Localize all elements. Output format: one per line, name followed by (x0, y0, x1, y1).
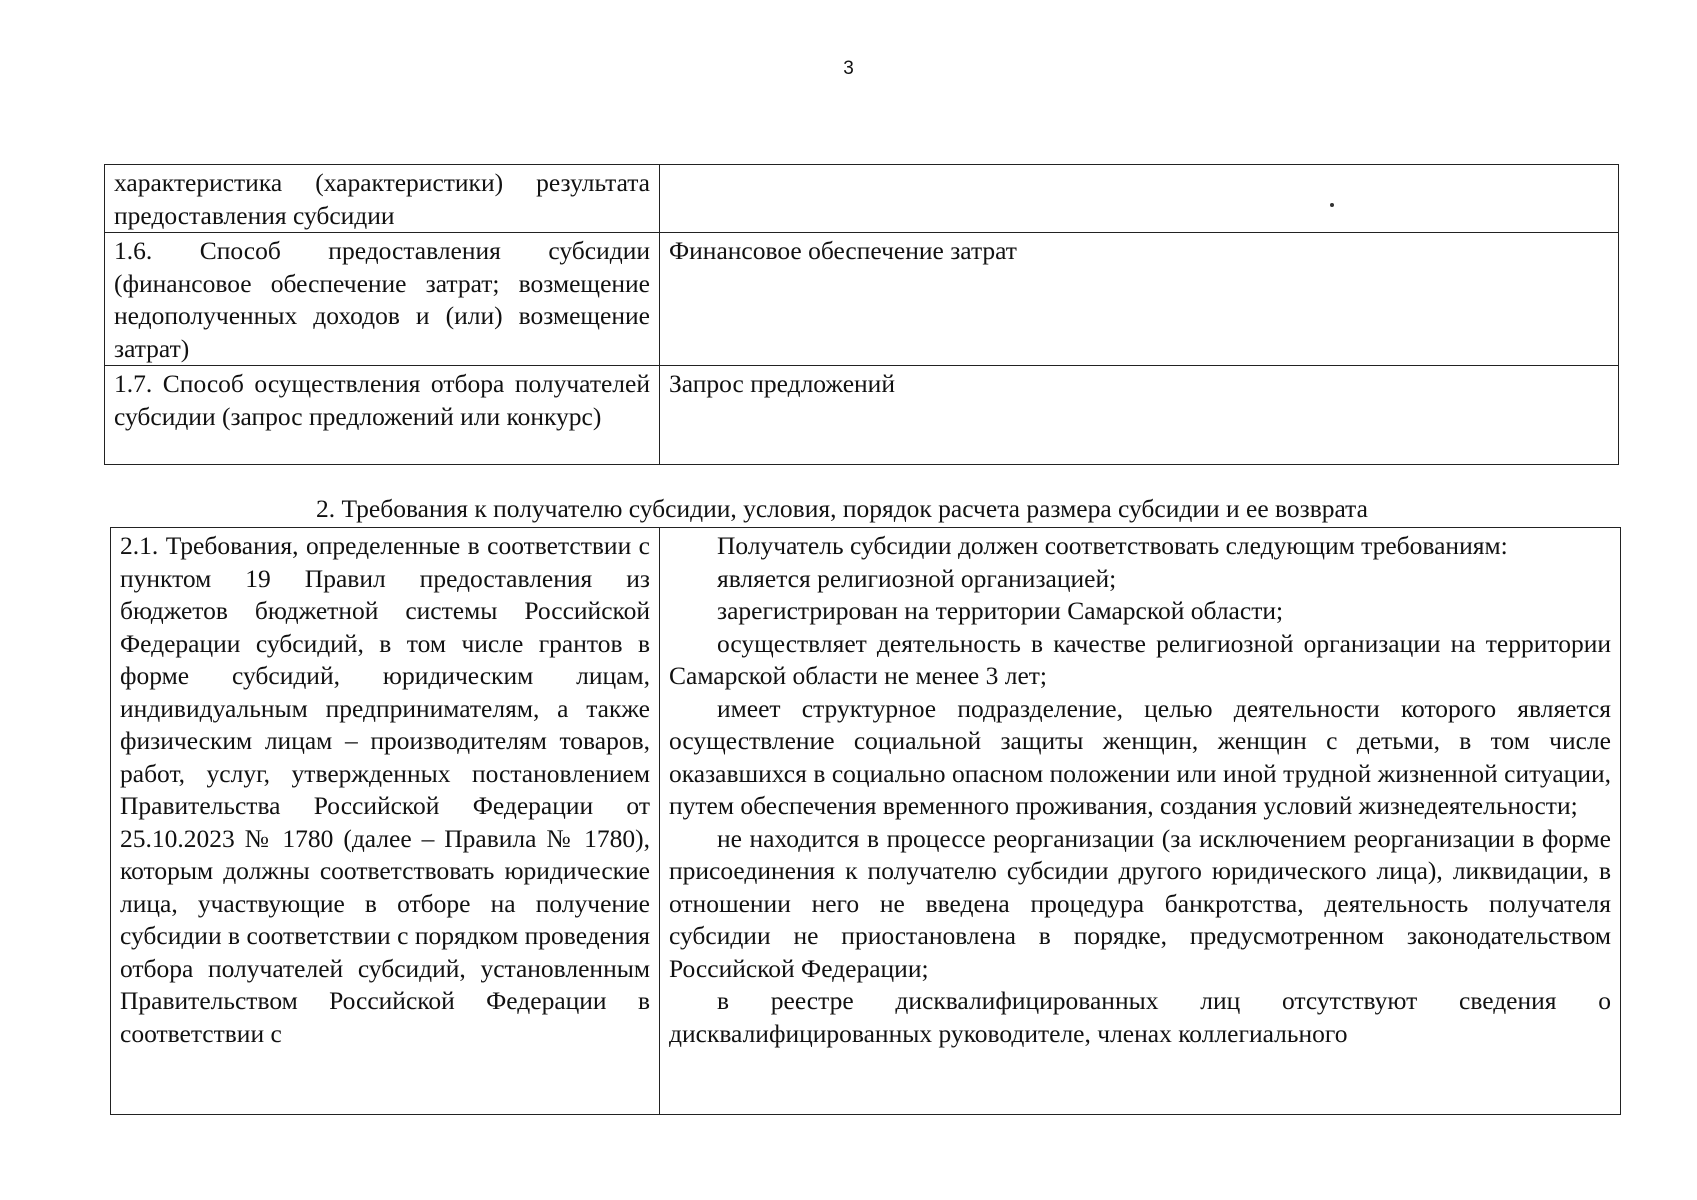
requirements-label: 2.1. Требования, определенные в соответствии с пунктом 19 Правил предоставления из бюджетов бюджетной системы Российской Федерации субсидий, в том числе грантов в форме субсидий, юридическим лицам, индивидуальным предпринимателям, а также физическим лицам – производителям товаров, работ, услуг, утвержденных постановлением Правительства Российской Федерации от 25.10.2023 № 1780 (далее – Правила № 1780), которым должны соответствовать юридические лица, участвующие в отборе на получение субсидии в соответствии с порядком проведения отбора получателей субсидий, установленным Правительством Российской Федерации в соответствии с (111, 528, 660, 1115)
scan-speck (1330, 203, 1334, 207)
requirement-paragraph: Получатель субсидии должен соответствовать следующим требованиям: (717, 531, 1508, 560)
requirement-paragraph: имеет структурное подразделение, целью деятельности которого является осуществление социальной защиты женщин, женщин с детьми, в том числе оказавшихся в социально опасном положении или иной трудной жизненной ситуации, путем обеспечения временного проживания, создания условий жизнедеятельности; (669, 693, 1611, 820)
requirement-paragraph: зарегистрирован на территории Самарской области; (717, 596, 1284, 625)
requirement-paragraph: не находится в процессе реорганизации (за исключением реорганизации в форме присоединения к получателю субсидии другого юридического лица), ликвидации, в отношении него не введена процедура банкротства, деятельность получателя субсидии не приостановлена в порядке, предусмотренном законодательством Российской Федерации; (669, 823, 1611, 983)
section-heading: 2. Требования к получателю субсидии, условия, порядок расчета размера субсидии и ее возврата (316, 494, 1368, 523)
requirement-paragraph: в реестре дисквалифицированных лиц отсутствуют сведения о дисквалифицированных руководителе, членах коллегиального (669, 986, 1611, 1048)
table-row (105, 165, 1619, 233)
subsidy-info-table (104, 164, 1619, 465)
row-label-selection-method: 1.7. Способ осуществления отбора получателей субсидии (запрос предложений или конкурс) (105, 366, 660, 465)
row-label-subsidy-method: 1.6. Способ предоставления субсидии (финансовое обеспечение затрат; возмещение недополученных доходов и (или) возмещение затрат) (105, 233, 660, 366)
row-value-result-characteristic (660, 165, 1619, 233)
row-label-result-characteristic: характеристика (характеристики) результата предоставления субсидии (105, 165, 660, 233)
table-row (105, 233, 1619, 366)
requirements-table (110, 527, 1621, 1115)
requirements-value (660, 528, 1621, 1115)
row-value-selection-method: Запрос предложений (660, 366, 1619, 465)
table-row (105, 366, 1619, 465)
requirement-paragraph: является религиозной организацией; (717, 563, 1117, 593)
requirement-paragraph: осуществляет деятельность в качестве религиозной организации на территории Самарской области не менее 3 лет; (669, 628, 1611, 690)
page-number: 3 (843, 58, 854, 79)
table-row (111, 528, 1621, 1115)
row-value-subsidy-method: Финансовое обеспечение затрат (660, 233, 1619, 366)
